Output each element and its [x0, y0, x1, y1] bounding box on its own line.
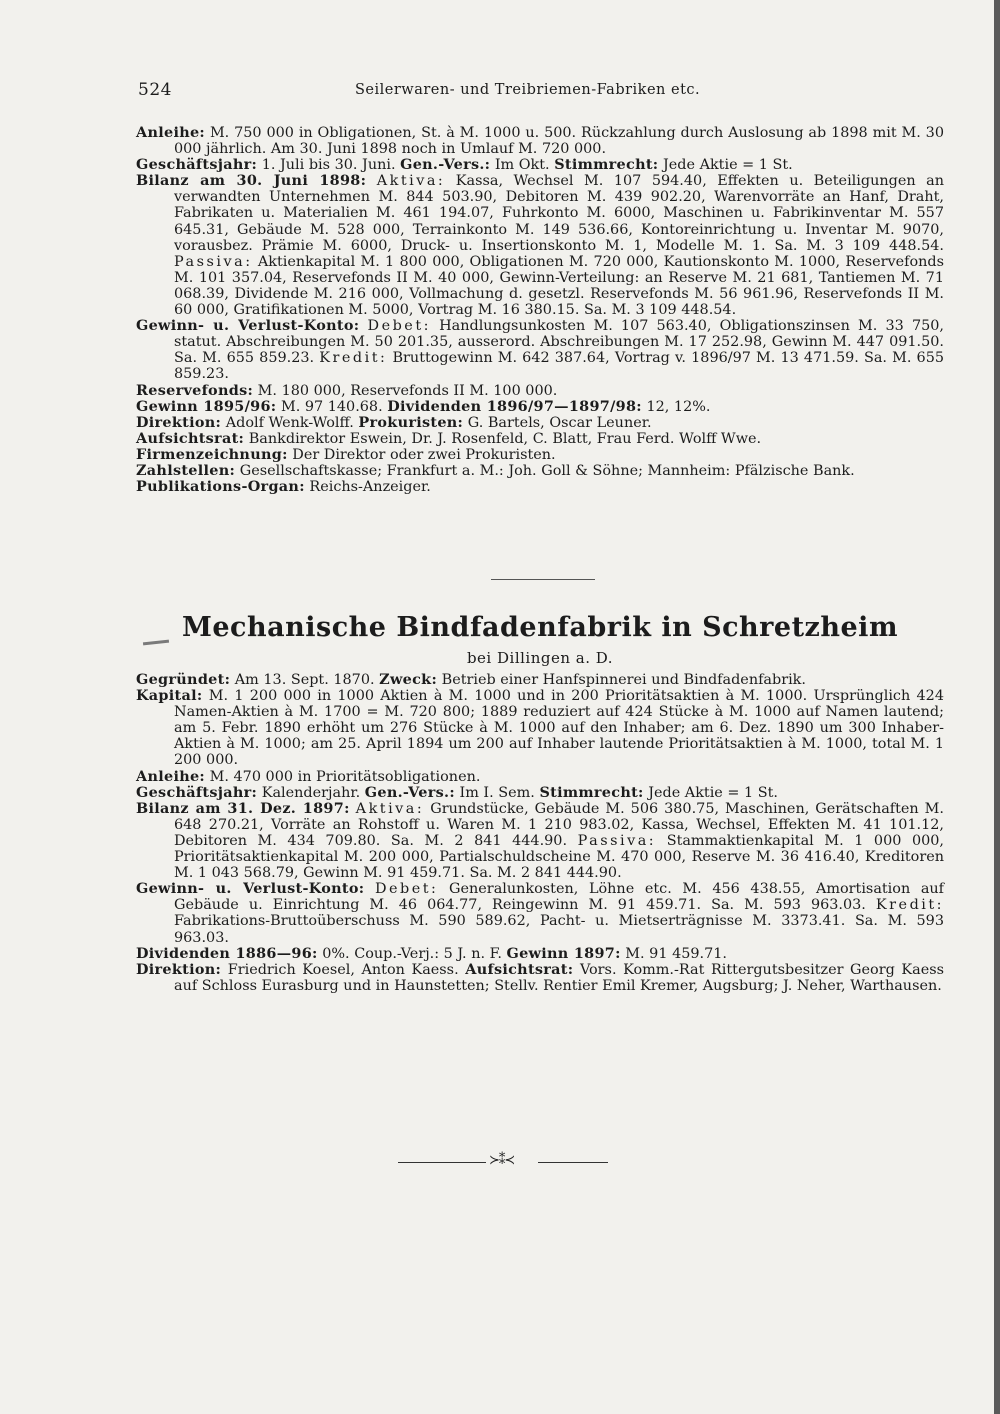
- entry-text: Betrieb einer Hanfspinnerei und Bindfadenfabrik.: [437, 672, 806, 688]
- entry-text: Im I. Sem.: [454, 784, 535, 801]
- entry-text: Im Okt.: [490, 157, 550, 174]
- company-subtitle: bei Dillingen a. D.: [466, 649, 614, 667]
- entry-label: Geschäftsjahr:: [136, 783, 258, 801]
- entry-text: M. 91 459.71.: [620, 945, 727, 962]
- entry-text: Kalenderjahr.: [257, 784, 361, 801]
- entry-text: 12, 12%.: [641, 398, 711, 415]
- running-title: Seilerwaren- und Treibriemen-Fabriken etc.: [355, 82, 701, 98]
- entry-text: G. Bartels, Oscar Leuner.: [463, 414, 652, 431]
- entry-text: M. 470 000 in Prioritätsobligationen.: [205, 768, 481, 785]
- entry-bilanz-2: [136, 801, 944, 881]
- entry-text: Vors. Komm.-Rat Rittergutsbesitzer Georg Kaess auf Schloss Eurasburg und in Haunstetten; Stellv. Rentier Emil Kremer, Augsburg; J. Neher, Warthausen.: [174, 961, 945, 994]
- entry-label: Stimmrecht:: [539, 783, 644, 801]
- entry-sublabel: Debet:: [367, 318, 431, 335]
- entry-label: Direktion:: [136, 960, 222, 978]
- entry-label: Zweck:: [379, 671, 438, 688]
- entry-label: Bilanz am 30. Juni 1898:: [136, 172, 367, 190]
- entry-label: Geschäftsjahr:: [136, 156, 258, 174]
- entry-label: Stimmrecht:: [554, 156, 659, 174]
- entry-label: Gewinn 1897:: [506, 944, 621, 962]
- entry-gewinn-verlust-2: [136, 881, 944, 945]
- entry-text: Am 13. Sept. 1870.: [230, 672, 375, 688]
- entry-publikations-organ: [136, 479, 944, 495]
- section-1-entries: [136, 125, 944, 495]
- entry-firmenzeichnung: [136, 447, 944, 463]
- entry-dividenden-2: [136, 946, 944, 962]
- entry-label: Gen.-Vers.:: [364, 783, 455, 801]
- entry-text: Friedrich Koesel, Anton Kaess.: [221, 961, 459, 978]
- entry-text: Aktienkapital M. 1 800 000, Obligationen M. 720 000, Kautionskonto M. 1000, Reservefonds M. 101 357.04, Reservefonds II M. 40 000, Gewinn-Verteilung: an Reserve M. 21 681, Tantiemen M. 71 068.39, Dividende M. 216 000, Vollmachung d. gesetzl. Reservefonds M. 56 961.96, Reservefonds II M. 60 000, Gratifikationen M. 5000, Vortrag M. 16 380.15. Sa. M. 3 109 448.54.: [174, 253, 944, 319]
- company-title: Mechanische Bindfadenfabrik in Schretzheim: [181, 612, 899, 643]
- entry-text: M. 750 000 in Obligationen, St. à M. 1000 u. 500. Rückzahlung durch Auslosung ab 1898 mit M. 30 000 jährlich. Am 30. Juni 1898 noch in Umlauf M. 720 000.: [174, 125, 944, 158]
- section-2-entries: [136, 672, 944, 994]
- entry-anleihe-2: [136, 769, 944, 785]
- entry-sublabel: Aktiva:: [376, 173, 446, 190]
- entry-text: Kassa, Wechsel M. 107 594.40, Effekten u. Beteiligungen an verwandten Unternehmen M. 844 503.90, Debitoren M. 439 902.20, Warenvorräte an Hanf, Draht, Fabrikaten u. Materialien M. 461 194.07, Fuhrkonto M. 6000, Maschinen u. Fabrikinventar M. 557 645.31, Gebäude M. 528 000, Terrainkonto M. 149 536.66, Kontoreinrichtung u. Inventar M. 9070, vorausbez. Prämie M. 6000, Druck- u. Insertionskonto M. 1, Modelle M. 1. Sa. M. 3 109 448.54.: [174, 173, 944, 254]
- entry-label: Dividenden 1886—96:: [136, 944, 318, 962]
- entry-anleihe: [136, 125, 944, 157]
- entry-geschaeftsjahr: [136, 157, 944, 173]
- entry-text: Bankdirektor Eswein, Dr. J. Rosenfeld, C. Blatt, Frau Ferd. Wolff Wwe.: [244, 430, 762, 447]
- entry-text: Adolf Wenk-Wolff.: [221, 414, 354, 431]
- entry-gewinn-verlust: [136, 318, 944, 382]
- entry-label: Anleihe:: [136, 124, 206, 141]
- entry-text: Gesellschaftskasse; Frankfurt a. M.: Joh. Goll & Söhne; Mannheim: Pfälzische Bank.: [235, 462, 855, 479]
- entry-label: Reservefonds:: [136, 381, 254, 399]
- entry-label: Publikations-Organ:: [136, 478, 305, 496]
- entry-text: Jede Aktie = 1 St.: [643, 784, 778, 801]
- entry-direktion-2: [136, 962, 944, 994]
- entry-label: Bilanz am 31. Dez. 1897:: [136, 799, 350, 817]
- entry-label: Firmenzeichnung:: [136, 445, 288, 463]
- entry-text: Der Direktor oder zwei Prokuristen.: [287, 446, 556, 463]
- entry-sublabel: Debet:: [374, 881, 439, 898]
- scan-edge-shadow: [994, 0, 1000, 1414]
- ornament-line-right: [538, 1162, 608, 1163]
- entry-label: Aufsichtsrat:: [136, 429, 245, 447]
- entry-direktion: [136, 415, 944, 431]
- entry-sublabel: Passiva:: [577, 832, 657, 849]
- entry-gewinn-dividenden: [136, 399, 944, 415]
- section-divider: [491, 579, 595, 580]
- entry-aufsichtsrat: [136, 431, 944, 447]
- entry-text: Grundstücke, Gebäude M. 506 380.75, Maschinen, Gerätschaften M. 648 270.21, Vorräte an Rohstoff u. Waren M. 1 210 983.02, Kassa, Wechsel, Effekten M. 41 101.12, Debitoren M. 434 709.80. Sa. M. 2 841 444.90.: [174, 800, 944, 849]
- entry-label: Anleihe:: [136, 767, 206, 785]
- entry-text: Reichs-Anzeiger.: [304, 479, 431, 496]
- entry-text: M. 1 200 000 in 1000 Aktien à M. 1000 und in 200 Prioritätsaktien à M. 1000. Ursprünglich 424 Namen-Aktien à M. 1700 = M. 720 800; 1889 reduziert auf 424 Stücke à M. 1000 auf Namen lautend; am 5. Febr. 1890 erhöht um 276 Stücke à M. 1000 auf den Inhaber; am 6. Dez. 1890 um 300 Inhaber-Aktien à M. 1000; am 25. April 1894 um 200 auf Inhaber lautende Prioritätsaktien à M. 1000, total M. 1 200 000.: [174, 688, 944, 769]
- entry-text: M. 97 140.68.: [276, 398, 383, 415]
- ornament-glyph: ≻⁑≺: [489, 1153, 515, 1168]
- entry-label: Gewinn- u. Verlust-Konto:: [136, 317, 360, 335]
- entry-text: 1. Juli bis 30. Juni.: [257, 157, 396, 174]
- entry-label: Gewinn 1895/96:: [136, 397, 277, 415]
- entry-label: Direktion:: [136, 413, 222, 431]
- ornament-line-left: [398, 1162, 486, 1163]
- entry-sublabel: Aktiva:: [355, 800, 425, 817]
- entry-sublabel: Kredit:: [319, 350, 388, 367]
- entry-zahlstellen: [136, 463, 944, 479]
- entry-label: Gegründet:: [136, 671, 231, 688]
- entry-text: 0%. Coup.-Verj.: 5 J. n. F.: [317, 945, 502, 962]
- page-number: 524: [138, 80, 172, 100]
- entry-text: Handlungsunkosten M. 107 563.40, Obligationszinsen M. 33 750, statut. Abschreibungen M. 50 201.35, ausserord. Abschreibungen M. 17 252.98, Gewinn M. 447 091.50. Sa. M. 655 859.23.: [174, 318, 945, 367]
- entry-text: Generalunkosten, Löhne etc. M. 456 438.55, Amortisation auf Gebäude u. Einrichtung M. 46 064.77, Reingewinn M. 91 459.71. Sa. M. 593 963.03.: [174, 881, 945, 914]
- entry-label: Zahlstellen:: [136, 461, 236, 479]
- entry-text: Fabrikations-Bruttoüberschuss M. 590 589.62, Pacht- u. Mietserträgnisse M. 3373.41. Sa. M. 593 963.03.: [174, 913, 944, 946]
- entry-sublabel: Kredit:: [875, 897, 945, 914]
- entry-gegruendet: [136, 672, 944, 688]
- entry-label: Aufsichtsrat:: [465, 960, 574, 978]
- entry-label: Gewinn- u. Verlust-Konto:: [136, 880, 365, 898]
- entry-sublabel: Passiva:: [174, 253, 253, 270]
- entry-geschaeftsjahr-2: [136, 785, 944, 801]
- entry-reservefonds: [136, 383, 944, 399]
- entry-label: Prokuristen:: [358, 413, 464, 431]
- entry-label: Dividenden 1896/97—1897/98:: [387, 397, 642, 415]
- entry-label: Gen.-Vers.:: [400, 156, 491, 174]
- end-ornament: [398, 1155, 608, 1169]
- entry-kapital: [136, 688, 944, 768]
- entry-text: Jede Aktie = 1 St.: [658, 157, 793, 174]
- entry-text: M. 180 000, Reservefonds II M. 100 000.: [253, 382, 558, 399]
- entry-text: Stammaktienkapital M. 1 000 000, Prioritätsaktienkapital M. 200 000, Partialschuldscheine M. 470 000, Reserve M. 36 416.40, Kreditoren M. 1 043 568.79, Gewinn M. 91 459.71. Sa. M. 2 841 444.90.: [174, 832, 944, 882]
- entry-text: Bruttogewinn M. 642 387.64, Vortrag v. 1896/97 M. 13 471.59. Sa. M. 655 859.23.: [174, 350, 945, 383]
- entry-bilanz: [136, 173, 944, 318]
- entry-label: Kapital:: [136, 687, 203, 705]
